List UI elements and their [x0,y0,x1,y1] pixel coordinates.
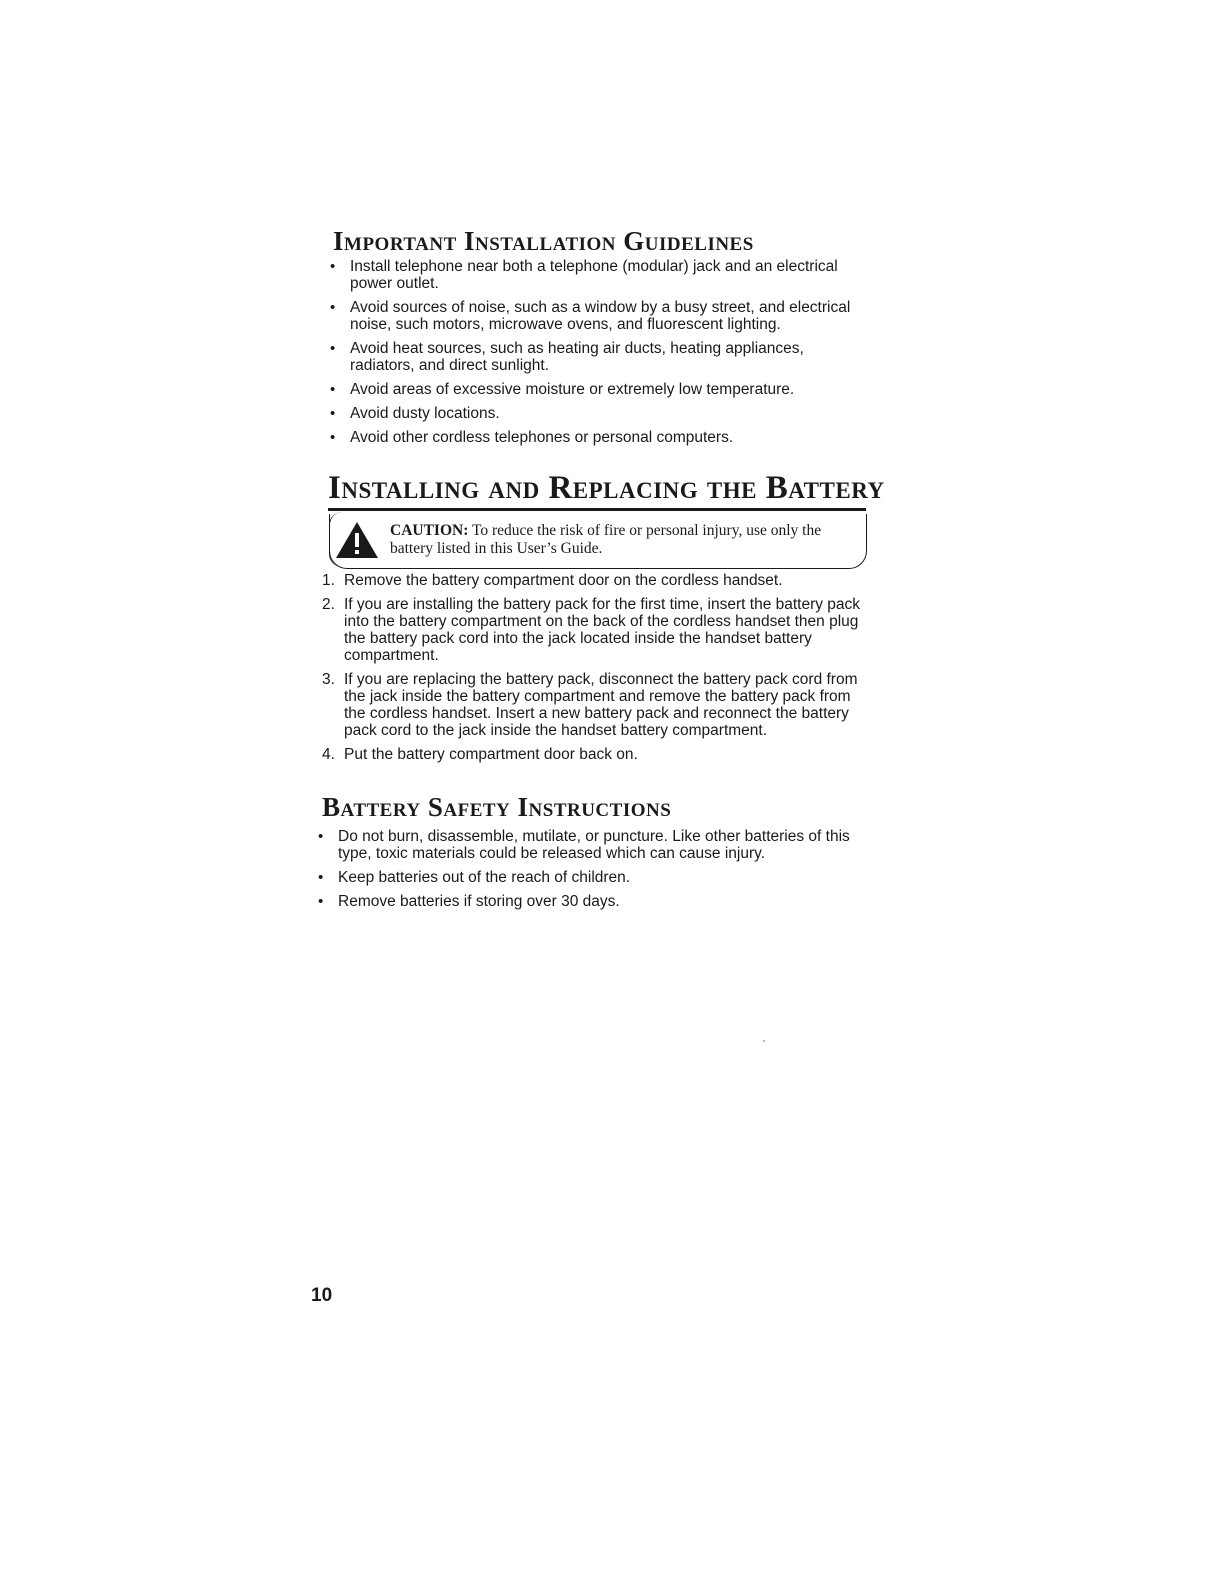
list-item: • Avoid dusty locations. [328,405,858,422]
list-item: • Avoid other cordless telephones or personal computers. [328,429,858,446]
section-heading-battery-safety: Battery Safety Instructions [322,792,672,822]
list-item: 4. Put the battery compartment door back on. [322,746,638,763]
list-item: 2. If you are installing the battery pack for the first time, insert the battery pack into the battery compartment on the back of the cordless handset then plug the battery pack cord into the jack located inside the handset battery compartment. [322,596,861,664]
section-heading-installation-guidelines: Important Installation Guidelines [333,226,754,256]
caution-label: CAUTION: [390,522,469,539]
battery-steps-list [322,572,862,770]
list-item: • Install telephone near both a telephone (modular) jack and an electrical power outlet. [328,258,858,292]
section-heading-installing-battery: Installing and Replacing the Battery [328,470,885,506]
list-item: • Avoid areas of excessive moisture or extremely low temperature. [328,381,858,398]
warning-triangle-icon [334,520,380,560]
battery-safety-list [316,828,861,917]
page-number: 10 [311,1285,333,1306]
installation-guidelines-list [328,258,858,453]
list-item: • Keep batteries out of the reach of children. [316,869,861,886]
list-item: • Avoid sources of noise, such as a window by a busy street, and electrical noise, such motors, microwave ovens, and fluorescent lighting. [328,299,858,333]
heading-rule [328,508,866,511]
list-item: 1. Remove the battery compartment door on the cordless handset. [322,572,783,589]
list-item: 3. If you are replacing the battery pack, disconnect the battery pack cord from the jack inside the battery compartment and remove the battery pack from the cordless handset. Insert a new battery pack and reconnect the battery pack cord to the jack inside the handset battery compartment. [322,671,858,739]
caution-text [390,522,860,558]
list-item: • Remove batteries if storing over 30 days. [316,893,861,910]
list-item: • Do not burn, disassemble, mutilate, or puncture. Like other batteries of this type, toxic materials could be released which can cause injury. [316,828,861,862]
list-item: • Avoid heat sources, such as heating air ducts, heating appliances, radiators, and direct sunlight. [328,340,858,374]
caution-body: To reduce the risk of fire or personal injury, use only the battery listed in this User’s Guide. [390,522,822,557]
